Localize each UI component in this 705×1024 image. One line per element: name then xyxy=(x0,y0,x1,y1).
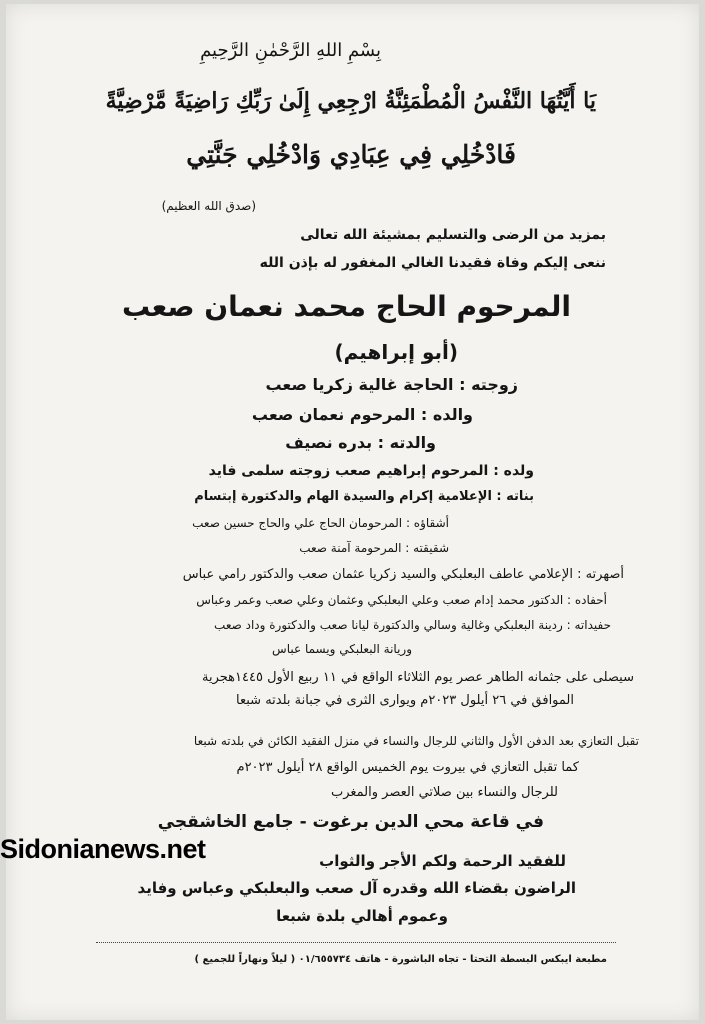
footer-divider xyxy=(96,942,616,943)
closing-line-3: وعموم أهالي بلدة شبعا xyxy=(276,907,448,925)
verse-closing: (صدق الله العظيم) xyxy=(161,199,256,213)
condolences-line-1: تقبل التعازي بعد الدفن الأول والثاني للرجال والنساء في منزل الفقيد الكائن في بلدته شبعا xyxy=(193,734,639,748)
intro-line-1: بمزيد من الرضى والتسليم بمشيئة الله تعالى xyxy=(300,227,606,243)
family-granddaughters: حفيداته : ردينة البعلبكي وغالية وسالي والدكتورة ليانا صعب والدكتورة وداد صعب xyxy=(214,618,611,632)
intro-line-2: ننعى إليكم وفاة فقيدنا الغالي المغفور له بإذن الله xyxy=(259,255,606,271)
family-sister: شقيقته : المرحومة آمنة صعب xyxy=(299,541,449,555)
family-mother: والدته : بدره نصيف xyxy=(285,433,436,452)
quran-verse-line-1: يَا أَيَّتُهَا النَّفْسُ الْمُطْمَئِنَّةُ ارْجِعِي إِلَىٰ رَبِّكِ رَاضِيَةً مَّرْضِيَّةً xyxy=(105,88,596,114)
closing-line-1: للفقيد الرحمة ولكم الأجر والثواب xyxy=(319,852,566,870)
family-brothers: أشقاؤه : المرحومان الحاج علي والحاج حسين صعب xyxy=(192,516,449,530)
family-grandsons: أحفاده : الدكتور محمد إدام صعب وعلي البعلبكي وعثمان وعلي صعب وعمر وعباس xyxy=(196,593,607,607)
site-watermark: Sidonianews.net xyxy=(0,834,206,864)
condolences-venue: في قاعة محي الدين برغوت - جامع الخاشقجي xyxy=(157,812,544,832)
deceased-kunya: (أبو إبراهيم) xyxy=(334,340,458,364)
closing-line-2: الراضون بقضاء الله وقدره آل صعب والبعلبكي وعباس وفايد xyxy=(137,879,576,897)
family-father: والده : المرحوم نعمان صعب xyxy=(251,405,473,424)
condolences-line-3: للرجال والنساء بين صلاتي العصر والمغرب xyxy=(330,785,558,800)
deceased-name: المرحوم الحاج محمد نعمان صعب xyxy=(122,290,571,323)
printer-footer: مطبعة ايبكس البسطة التحتا - تجاه الباشورة - هاتف ٠١/٦٥٥٧٣٤ ( ليلاً ونهاراً للجميع ) xyxy=(194,954,607,965)
family-granddaughters-cont: وريانة البعلبكي ويسما عباس xyxy=(272,642,412,656)
family-daughters: بناته : الإعلامية إكرام والسيدة الهام والدكتورة إبتسام xyxy=(194,489,534,504)
basmala: بِسْمِ اللهِ الرَّحْمٰنِ الرَّحِيمِ xyxy=(200,40,381,61)
quran-verse-line-2: فَادْخُلِي فِي عِبَادِي وَادْخُلِي جَنَّتِي xyxy=(186,140,516,169)
funeral-line-1: سيصلى على جثمانه الطاهر عصر يوم الثلاثاء الواقع في ١١ ربيع الأول ١٤٤٥هجرية xyxy=(202,670,634,685)
family-son: ولده : المرحوم إبراهيم صعب زوجته سلمى فايد xyxy=(208,463,534,479)
condolences-line-2: كما تقبل التعازي في بيروت يوم الخميس الواقع ٢٨ أيلول ٢٠٢٣م xyxy=(236,760,579,775)
funeral-line-2: الموافق في ٢٦ أيلول ٢٠٢٣م ويوارى الثرى في جبانة بلدته شبعا xyxy=(236,693,574,708)
family-sons-in-law: أصهرته : الإعلامي عاطف البعلبكي والسيد زكريا عثمان صعب والدكتور رامي عباس xyxy=(182,567,624,582)
family-wife: زوجته : الحاجة غالية زكريا صعب xyxy=(265,375,518,394)
obituary-sheet xyxy=(6,4,699,1020)
